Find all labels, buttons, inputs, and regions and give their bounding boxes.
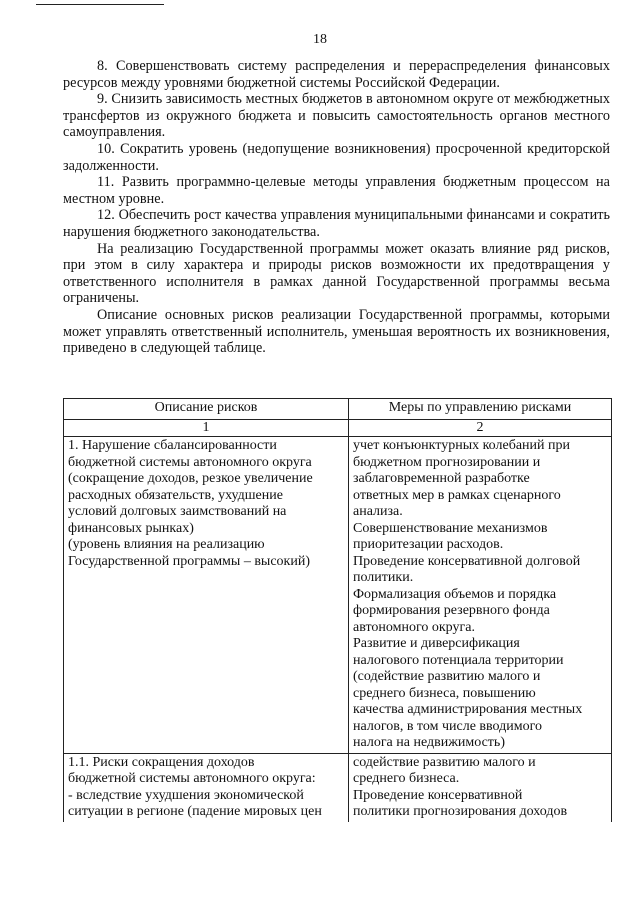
table-header-row [64, 399, 612, 420]
measure-line: Проведение консервативной долговой [353, 553, 581, 569]
risk-line: ситуации в регионе (падение мировых цен [68, 804, 322, 819]
risk-line: финансовых рынках) [68, 520, 194, 536]
risk-line: условий долговых заимствований на [68, 504, 287, 519]
measures-cell [349, 437, 612, 754]
risk-line: расходных обязательств, ухудшение [68, 487, 283, 503]
risk-line: - вследствие ухудшения экономической [68, 787, 304, 803]
table-row [64, 437, 612, 754]
table-column-number-row [64, 419, 612, 437]
measure-line: политики. [353, 570, 414, 585]
measure-line: налогового потенциала территории [353, 652, 564, 668]
paragraph-item-8: 8. Совершенствовать систему распределения и перераспределения финансовых ресурсов между уровнями бюджетной системы Российской Федерации. [63, 58, 610, 91]
risk-cell [64, 437, 349, 754]
header-risk-description: Описание рисков [64, 399, 349, 420]
measure-line: Развитие и диверсификация [353, 636, 520, 651]
paragraph-item-12: 12. Обеспечить рост качества управления муниципальными финансами и сократить нарушения бюджетного законодательства. [63, 207, 610, 240]
measure-line: налогов, в том числе вводимого [353, 718, 542, 734]
measure-line: среднего бизнеса. [353, 771, 460, 786]
risk-line: (сокращение доходов, резкое увеличение [68, 471, 313, 486]
measure-line: содействие развитию малого и [353, 754, 536, 770]
measure-line: качества администрирования местных [353, 702, 583, 717]
measure-line: бюджетном прогнозировании и [353, 454, 541, 470]
risk-line: 1.1. Риски сокращения доходов [68, 754, 255, 770]
risk-line: бюджетной системы автономного округа [68, 454, 312, 470]
measure-line: заблаговременной разработке [353, 471, 530, 486]
measure-line: учет конъюнктурных колебаний при [353, 438, 570, 453]
column-number-2: 2 [349, 419, 612, 437]
risk-line: бюджетной системы автономного округа: [68, 771, 316, 786]
risk-line: Государственной программы – высокий) [68, 553, 310, 569]
risk-line: (уровень влияния на реализацию [68, 537, 265, 552]
column-number-1: 1 [64, 419, 349, 437]
paragraph-item-11: 11. Развить программно-целевые методы управления бюджетным процессом на местном уровне. [63, 174, 610, 207]
header-risk-measures: Меры по управлению рисками [349, 399, 612, 420]
measure-line: среднего бизнеса, повышению [353, 685, 536, 701]
top-rule [36, 4, 164, 5]
paragraph-item-9: 9. Снизить зависимость местных бюджетов в автономном округе от межбюджетных трансфертов из окружного бюджета и повысить самостоятельность органов местного самоуправления. [63, 91, 610, 141]
measure-line: Формализация объемов и порядка [353, 586, 557, 602]
measure-line: формирования резервного фонда [353, 603, 550, 618]
measure-line: налога на недвижимость) [353, 735, 505, 750]
measure-line: ответных мер в рамках сценарного [353, 487, 561, 503]
measure-line: анализа. [353, 504, 403, 519]
page-number: 18 [313, 32, 327, 47]
measure-line: Проведение консервативной [353, 787, 523, 803]
paragraph-item-10: 10. Сократить уровень (недопущение возникновения) просроченной кредиторской задолженности. [63, 140, 610, 174]
measure-line: приоритезации расходов. [353, 537, 504, 552]
risk-table [63, 398, 612, 822]
paragraph-table-intro: Описание основных рисков реализации Государственной программы, которыми может управлять ответственный исполнитель, уменьшая вероятность их возникновения, приведено в следующей таблице. [63, 306, 610, 357]
measures-cell [349, 753, 612, 822]
measure-line: политики прогнозирования доходов [353, 804, 568, 819]
paragraph-risks-intro: На реализацию Государственной программы может оказать влияние ряд рисков, при этом в силу характера и природы рисков возможности их предотвращения у ответственного исполнителя в рамках данной Государственной программы весьма ограничены. [63, 240, 610, 307]
risk-cell [64, 753, 349, 822]
table-row [64, 753, 612, 822]
measure-line: автономного округа. [353, 619, 475, 635]
document-body [63, 58, 610, 357]
measure-line: (содействие развитию малого и [353, 669, 541, 684]
measure-line: Совершенствование механизмов [353, 520, 548, 536]
risk-line: 1. Нарушение сбалансированности [68, 438, 277, 453]
